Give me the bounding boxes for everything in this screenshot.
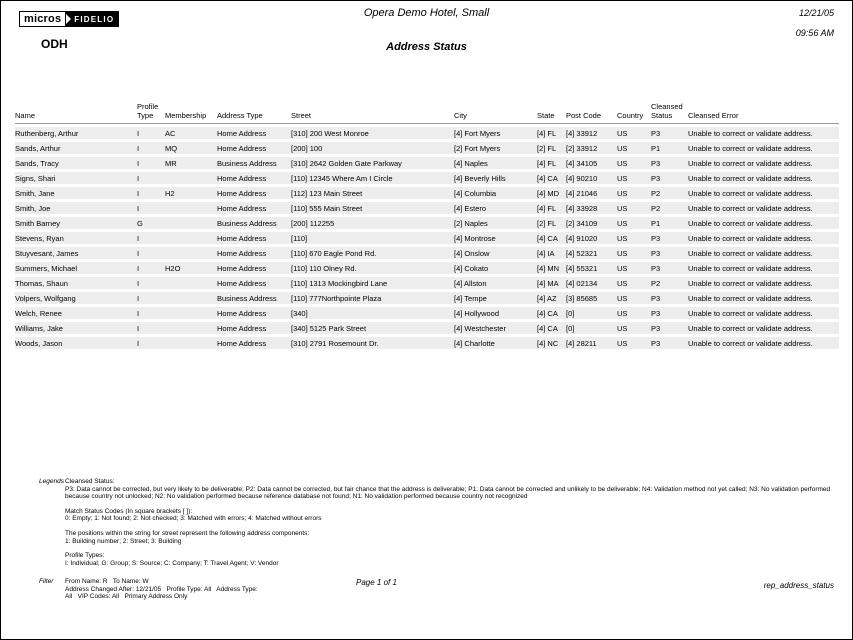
table-row	[15, 187, 839, 199]
table-cell: US	[617, 143, 628, 153]
table-cell: I	[137, 248, 140, 258]
table-row	[15, 262, 839, 274]
table-cell: US	[617, 293, 628, 303]
table-cell: [4] IA	[537, 248, 555, 258]
table-cell: Unable to correct or validate address.	[688, 278, 813, 288]
table-cell: Unable to correct or validate address.	[688, 263, 813, 273]
table-cell: Home Address	[217, 143, 267, 153]
table-cell: [4] 21046	[566, 188, 598, 198]
table-cell: Sands, Tracy	[15, 158, 59, 168]
column-header: Street	[291, 102, 454, 124]
column-header: Cleansed Status	[651, 102, 688, 124]
table-cell: [4] FL	[537, 158, 557, 168]
legend-section-title: Match Status Codes (In square brackets [ ]):	[65, 507, 193, 515]
table-cell: Business Address	[217, 218, 277, 228]
legend-label: Legends	[39, 478, 64, 485]
table-cell: [310] 2791 Rosemount Dr.	[291, 338, 379, 348]
table-cell: Home Address	[217, 308, 267, 318]
table-cell	[165, 232, 217, 244]
table-cell: [340] 5125 Park Street	[291, 323, 367, 333]
table-cell: Unable to correct or validate address.	[688, 203, 813, 213]
table-cell: P3	[651, 233, 661, 243]
table-cell: US	[617, 203, 628, 213]
table-cell: [4] 02134	[566, 278, 598, 288]
table-cell: Volpers, Wolfgang	[15, 293, 76, 303]
table-cell: P1	[651, 143, 661, 153]
legend-line: 1: Building number; 2: Street; 3: Building	[65, 537, 182, 545]
table-cell: [4] 33912	[566, 128, 598, 138]
table-cell: P3	[651, 308, 661, 318]
table-cell: [4] Montrose	[454, 233, 496, 243]
table-cell: [112] 123 Main Street	[291, 188, 363, 198]
table-cell: [2] 33912	[566, 143, 598, 153]
table-row	[15, 292, 839, 304]
table-cell: Home Address	[217, 203, 267, 213]
table-cell: [200] 100	[291, 143, 323, 153]
table-cell: US	[617, 263, 628, 273]
table-cell: I	[137, 338, 140, 348]
table-row	[15, 232, 839, 244]
table-cell: Summers, Michael	[15, 263, 78, 273]
table-cell: Thomas, Shaun	[15, 278, 68, 288]
table-cell: Unable to correct or validate address.	[688, 323, 813, 333]
table-cell: Home Address	[217, 188, 267, 198]
table-cell: [4] Tempe	[454, 293, 487, 303]
table-cell	[165, 337, 217, 349]
hotel-code: ODH	[41, 37, 68, 51]
table-cell: I	[137, 278, 140, 288]
table-cell: [0]	[566, 323, 575, 333]
table-cell: US	[617, 218, 628, 228]
table-cell: P3	[651, 263, 661, 273]
table-cell: Unable to correct or validate address.	[688, 233, 813, 243]
table-cell: [3] 85685	[566, 293, 598, 303]
table-cell: [2] Fort Myers	[454, 143, 501, 153]
table-cell: [200] 112255	[291, 218, 335, 228]
table-cell: [4] 55321	[566, 263, 598, 273]
table-cell: G	[137, 218, 143, 228]
legend-section-title: The positions within the string for street represent the following address components:	[65, 529, 310, 537]
table-row	[15, 157, 839, 169]
table-row	[15, 337, 839, 349]
table-cell: Unable to correct or validate address.	[688, 158, 813, 168]
table-cell: Unable to correct or validate address.	[688, 293, 813, 303]
report-date: 12/21/05	[798, 8, 834, 18]
table-cell: Unable to correct or validate address.	[688, 143, 813, 153]
legend-section-title: Cleansed Status:	[65, 478, 115, 485]
table-cell	[165, 307, 217, 319]
filter-lines	[65, 578, 625, 601]
table-cell: [4] Beverly Hills	[454, 173, 506, 183]
table-cell: Stevens, Ryan	[15, 233, 64, 243]
table-cell: P2	[651, 188, 661, 198]
table-cell: [2] FL	[537, 143, 557, 153]
table-cell	[165, 247, 217, 259]
table-cell: [4] 34105	[566, 158, 598, 168]
table-cell: P1	[651, 218, 661, 228]
table-cell	[165, 277, 217, 289]
table-cell: [4] Naples	[454, 158, 488, 168]
table-cell: MQ	[165, 143, 178, 153]
table-cell: P3	[651, 338, 661, 348]
table-cell: I	[137, 308, 140, 318]
table-cell: P2	[651, 203, 661, 213]
table-cell: H2	[165, 188, 175, 198]
table-cell: [4] Estero	[454, 203, 487, 213]
table-cell: Home Address	[217, 263, 267, 273]
legend-section	[65, 508, 839, 523]
table-cell: [110] 555 Main Street	[291, 203, 363, 213]
table-cell: Unable to correct or validate address.	[688, 248, 813, 258]
table-cell: [4] FL	[537, 203, 557, 213]
table-cell: Welch, Renee	[15, 308, 62, 318]
table-cell: MR	[165, 158, 177, 168]
table-cell: I	[137, 143, 140, 153]
table-cell: [4] 90210	[566, 173, 598, 183]
table-cell: US	[617, 188, 628, 198]
table-cell: Smith, Joe	[15, 203, 51, 213]
table-cell: US	[617, 323, 628, 333]
table-row	[15, 247, 839, 259]
table-cell: [4] FL	[537, 128, 557, 138]
table-cell	[165, 292, 217, 304]
filter-label: Filter	[39, 578, 54, 585]
table-cell: Home Address	[217, 128, 267, 138]
table-cell	[165, 172, 217, 184]
table-cell: P3	[651, 293, 661, 303]
table-cell: I	[137, 233, 140, 243]
table-cell: [4] Columbia	[454, 188, 497, 198]
table-cell: Unable to correct or validate address.	[688, 173, 813, 183]
table-cell: Home Address	[217, 248, 267, 258]
table-cell: [4] MD	[537, 188, 560, 198]
legend-section	[65, 552, 839, 567]
table-cell: [110] 670 Eagle Pond Rd.	[291, 248, 377, 258]
table-cell: I	[137, 173, 140, 183]
table-cell: [4] 33928	[566, 203, 598, 213]
legend-sections	[65, 478, 839, 574]
legend-section-title: Profile Types:	[65, 552, 105, 560]
table-cell: [4] 52321	[566, 248, 598, 258]
table-cell: [340]	[291, 308, 308, 318]
table-cell: I	[137, 323, 140, 333]
table-cell: Smith Barney	[15, 218, 61, 228]
table-cell: P3	[651, 323, 661, 333]
table-cell: US	[617, 233, 628, 243]
table-cell: Woods, Jason	[15, 338, 63, 348]
table-row	[15, 172, 839, 184]
table-cell: [4] 91020	[566, 233, 598, 243]
table-cell: [2] 34109	[566, 218, 598, 228]
table-cell: [4] AZ	[537, 293, 557, 303]
table-cell: [2] Naples	[454, 218, 488, 228]
table-cell: I	[137, 203, 140, 213]
legend-line: P3: Data cannot be corrected, but very likely to be deliverable; P2: Data cannot be corrected, but fair chance that the address is deliverable; P1: Data cannot be corrected and unlikely to be deliverable; N4: Validation method not yet called; N3: No validation performed because country not unlocked; N2: No validation performed because reference database not found; N1: No validation performed because country not recognized	[65, 485, 831, 501]
table-cell: [4] 28211	[566, 338, 597, 348]
table-row	[15, 202, 839, 214]
table-cell: AC	[165, 128, 176, 138]
column-header: Name	[15, 102, 137, 124]
table-cell: [4] CA	[537, 173, 558, 183]
table-cell	[165, 202, 217, 214]
table-cell: [4] NC	[537, 338, 559, 348]
table-cell: [2] FL	[537, 218, 557, 228]
page-number: Page 1 of 1	[356, 578, 397, 587]
table-cell: [4] Hollywood	[454, 308, 500, 318]
table-cell: Stuyvesant, James	[15, 248, 79, 258]
table-cell: Williams, Jake	[15, 323, 63, 333]
table-cell: [110] 777Northpointe Plaza	[291, 293, 382, 303]
table-cell: H2O	[165, 263, 181, 273]
table-cell: Home Address	[217, 338, 267, 348]
table-cell: Ruthenberg, Arthur	[15, 128, 79, 138]
address-status-table	[15, 99, 839, 352]
table-cell: [4] MA	[537, 278, 559, 288]
table-cell: Sands, Arthur	[15, 143, 61, 153]
filter-line: From Name: R To Name: W	[65, 578, 149, 585]
table-cell: US	[617, 278, 628, 288]
table-cell: Unable to correct or validate address.	[688, 218, 813, 228]
table-row	[15, 127, 839, 139]
table-cell: Home Address	[217, 173, 267, 183]
table-row	[15, 277, 839, 289]
table-cell: [110] 1313 Mockingbird Lane	[291, 278, 388, 288]
filter-line: Address Changed After: 12/21/05 Profile Type: All Address Type:	[65, 585, 258, 593]
table-cell: I	[137, 263, 140, 273]
table-cell: US	[617, 173, 628, 183]
table-cell: P3	[651, 128, 661, 138]
fidelio-text: FIDELIO	[74, 14, 115, 24]
table-cell: US	[617, 308, 628, 318]
table-cell: Signs, Shari	[15, 173, 56, 183]
report-id: rep_address_status	[763, 581, 834, 590]
table-cell: P3	[651, 173, 661, 183]
table-cell: Business Address	[217, 293, 277, 303]
report-title: Address Status	[386, 41, 467, 53]
report-time: 09:56 AM	[795, 28, 834, 38]
table-cell: [110] 12345 Where Am I Circle	[291, 173, 393, 183]
table-cell: P2	[651, 278, 661, 288]
table-cell: P3	[651, 248, 661, 258]
column-header: Country	[617, 102, 651, 124]
table-cell: Home Address	[217, 233, 267, 243]
address-status-table-wrap	[15, 99, 839, 352]
table-cell: Unable to correct or validate address.	[688, 188, 813, 198]
filter-line: All VIP Codes: All Primary Address Only	[65, 593, 188, 601]
table-cell: [0]	[566, 308, 575, 318]
table-row	[15, 307, 839, 319]
table-cell: [110]	[291, 233, 308, 243]
table-cell: Unable to correct or validate address.	[688, 128, 813, 138]
table-cell: [4] Fort Myers	[454, 128, 501, 138]
legend-line: I: Individual; G: Group; S: Source; C: Company; T: Travel Agent; V: Vendor	[65, 559, 279, 567]
table-cell: I	[137, 293, 140, 303]
table-cell: [310] 2642 Golden Gate Parkway	[291, 158, 402, 168]
column-header: Post Code	[566, 102, 617, 124]
table-cell: US	[617, 338, 628, 348]
column-header: State	[537, 102, 566, 124]
table-row	[15, 217, 839, 229]
table-cell: US	[617, 158, 628, 168]
table-body	[15, 127, 839, 349]
table-cell: [4] Westchester	[454, 323, 506, 333]
table-header-row	[15, 102, 839, 124]
table-cell: [310] 200 West Monroe	[291, 128, 369, 138]
table-cell: [4] Allston	[454, 278, 487, 288]
table-cell: Business Address	[217, 158, 277, 168]
table-cell: I	[137, 158, 140, 168]
table-cell: [4] CA	[537, 308, 558, 318]
table-row	[15, 142, 839, 154]
table-cell: Home Address	[217, 278, 267, 288]
legend-section	[65, 530, 839, 545]
column-header: Profile Type	[137, 102, 165, 124]
column-header: City	[454, 102, 537, 124]
table-cell	[165, 322, 217, 334]
table-cell: US	[617, 248, 628, 258]
table-cell	[165, 217, 217, 229]
table-cell: Unable to correct or validate address.	[688, 308, 813, 318]
micros-wordmark: micros	[19, 11, 66, 27]
table-cell: [4] Charlotte	[454, 338, 495, 348]
table-cell: I	[137, 188, 140, 198]
table-cell: [4] Cokato	[454, 263, 489, 273]
hotel-name: Opera Demo Hotel, Small	[363, 7, 490, 19]
table-cell: Home Address	[217, 323, 267, 333]
table-cell: [110] 110 Olney Rd.	[291, 263, 357, 273]
table-cell: Smith, Jane	[15, 188, 55, 198]
table-row	[15, 322, 839, 334]
table-cell: [4] MN	[537, 263, 560, 273]
column-header: Address Type	[217, 102, 291, 124]
column-header: Cleansed Error	[688, 102, 839, 124]
table-cell: Unable to correct or validate address.	[688, 338, 813, 348]
legend-section	[65, 478, 839, 501]
table-cell: [4] Onslow	[454, 248, 490, 258]
table-cell: I	[137, 128, 140, 138]
table-cell: US	[617, 128, 628, 138]
legend-line: 0: Empty; 1: Not found; 2: Not checked; 3: Matched with errors; 4: Matched without errors	[65, 515, 322, 523]
table-cell: [4] CA	[537, 233, 558, 243]
table-cell: P3	[651, 158, 661, 168]
column-header: Membership	[165, 102, 217, 124]
table-cell: [4] CA	[537, 323, 558, 333]
